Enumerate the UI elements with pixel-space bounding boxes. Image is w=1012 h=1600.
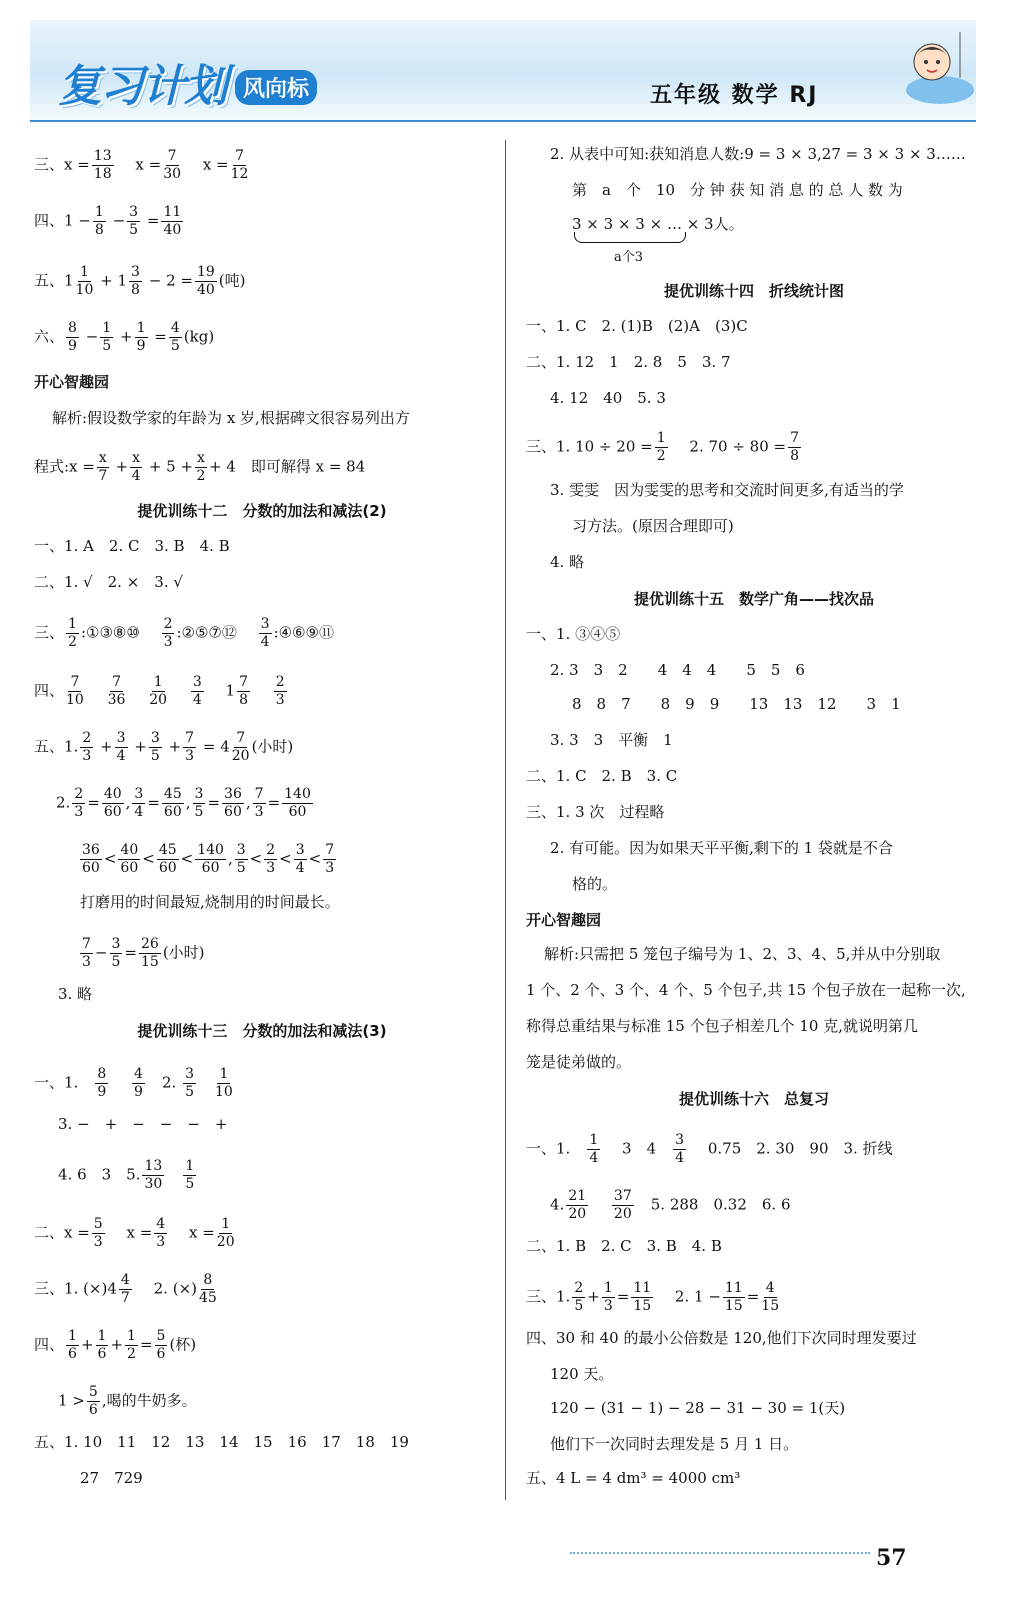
- answer-line: 四、 $\frac{1}{6}$ + $\frac{1}{6}$ + $\frac{1}{2}$ = $\frac{5}{6}$ (杯): [34, 1328, 197, 1362]
- section-heading: 提优训练十四 折线统计图: [663, 282, 844, 300]
- answer-line: 六、 $\frac{8}{9}$ − $\frac{1}{5}$ + $\frac{1}{9}$ = $\frac{4}{5}$ (kg): [34, 320, 215, 354]
- text-line: 3. 3 3 平衡 1: [550, 731, 673, 749]
- brace-label: a个3: [614, 250, 644, 265]
- section-heading: 提优训练十六 总复习: [678, 1090, 829, 1108]
- text-line: 4. 12 40 5. 3: [550, 389, 666, 407]
- answer-line: 4. 6 3 5. $\frac{13}{30}$ $\frac{1}{5}$: [58, 1158, 195, 1192]
- text-line: 4. 略: [550, 553, 585, 571]
- text-line: 二、1. B 2. C 3. B 4. B: [526, 1237, 722, 1255]
- answer-line: 四、 $\frac{7}{10}$ $\frac{7}{36}$ $\frac{1}{20}$ $\frac{3}{4}$ 1 $\frac{7}{8}$ $\frac{2}{3}$: [34, 674, 285, 708]
- answer-line: 一、1. $\frac{1}{4}$ 3 4 $\frac{3}{4}$ 0.75 2. 30 90 3. 折线: [526, 1132, 893, 1166]
- answer-line: 二、x = $\frac{5}{3}$ x = $\frac{4}{3}$ x = $\frac{1}{20}$: [34, 1216, 235, 1250]
- text-line: 一、1. C 2. (1)B (2)A (3)C: [526, 317, 748, 335]
- fun-section-title: 开心智趣园: [526, 911, 602, 929]
- text-line: 120 − (31 − 1) − 28 − 31 − 30 = 1(天): [550, 1399, 846, 1417]
- answer-line: 三、1. 10 ÷ 20 = $\frac{1}{2}$ 2. 70 ÷ 80 = $\frac{7}{8}$: [526, 430, 800, 464]
- text-line: 五、4 L = 4 dm³ = 4000 cm³: [526, 1469, 741, 1487]
- answer-line: 4. $\frac{21}{20}$ $\frac{37}{20}$ 5. 288 0.32 6. 6: [550, 1188, 791, 1222]
- text-line: 解析:假设数学家的年龄为 x 岁,根据碑文很容易列出方: [52, 409, 410, 427]
- answer-line: 三、x = $\frac{13}{18}$ x = $\frac{7}{30}$ x = $\frac{7}{12}$: [34, 148, 249, 182]
- text-line: 称得总重结果与标准 15 个包子相差几个 10 克,就说明第几: [526, 1017, 919, 1035]
- text-line: 二、1. √ 2. × 3. √: [34, 573, 183, 591]
- answer-line: $\frac{7}{3}$ − $\frac{3}{5}$ = $\frac{26}{15}$ (小时): [82, 936, 205, 970]
- grade-subject-label: 五年级 数学 RJ: [650, 83, 819, 108]
- fun-section-title: 开心智趣园: [34, 373, 110, 391]
- text-line: 笼是徒弟做的。: [526, 1053, 632, 1071]
- section-heading: 提优训练十五 数学广角——找次品: [633, 590, 874, 608]
- text-line: 120 天。: [550, 1365, 614, 1383]
- answer-line: 三、1. (×)4 $\frac{4}{7}$ 2. (×) $\frac{8}{45}$: [34, 1272, 217, 1306]
- answer-line: 五、1. $\frac{2}{3}$ + $\frac{3}{4}$ + $\frac{3}{5}$ + $\frac{7}{3}$ = 4 $\frac{7}{20}$ (小时): [34, 730, 294, 764]
- text-line: 2. 3 3 2 4 4 4 5 5 6: [550, 661, 805, 679]
- text-line: 27 729: [80, 1469, 143, 1487]
- page-number: 57: [876, 1545, 907, 1571]
- answer-line: 四、1 − $\frac{1}{8}$ − $\frac{3}{5}$ = $\frac{11}{40}$: [34, 204, 182, 238]
- book-logo: 复习计划: [58, 61, 226, 112]
- text-line: 他们下一次同时去理发是 5 月 1 日。: [550, 1435, 799, 1453]
- text-line: 二、1. 12 1 2. 8 5 3. 7: [526, 353, 731, 371]
- answer-line: $\frac{36}{60}$ < $\frac{40}{60}$ < $\frac{45}{60}$ < $\frac{140}{60}$ , $\frac{3}{5}$ < $\frac{2}{3}$ < $\frac{3}{4}$ < $\frac{7}{3}$: [82, 842, 335, 876]
- text-line: 习方法。(原因合理即可): [572, 517, 734, 535]
- text-line: 解析:只需把 5 笼包子编号为 1、2、3、4、5,并从中分别取: [544, 945, 941, 963]
- text-line: 8 8 7 8 9 9 13 13 12 3 1: [572, 695, 901, 713]
- answer-line: 程式:x = $\frac{x}{7}$ + $\frac{x}{4}$ + 5 + $\frac{x}{2}$ + 4 即可解得 x = 84: [34, 450, 366, 484]
- text-line: 3 × 3 × 3 × … × 3人。: [572, 215, 744, 233]
- answer-line: 五、1 $\frac{1}{10}$ + 1 $\frac{3}{8}$ − 2 = $\frac{19}{40}$ (吨): [34, 264, 246, 298]
- footer-dots: [570, 1552, 870, 1554]
- column-divider: [505, 140, 506, 1500]
- section-heading: 提优训练十二 分数的加法和减法(2): [137, 502, 387, 520]
- answer-line: 1 > $\frac{5}{6}$ ,喝的牛奶多。: [58, 1384, 197, 1418]
- text-line: 2. 从表中可知:获知消息人数:9 = 3 × 3,27 = 3 × 3 × 3……: [550, 145, 966, 163]
- text-line: 格的。: [572, 875, 618, 893]
- text-line: 2. 有可能。因为如果天平平衡,剩下的 1 袋就是不合: [550, 839, 893, 857]
- text-line: 3. 略: [58, 985, 93, 1003]
- brace-mark: [574, 232, 686, 243]
- text-line: 五、1. 10 11 12 13 14 15 16 17 18 19: [34, 1433, 409, 1451]
- text-line: 1 个、2 个、3 个、4 个、5 个包子,共 15 个包子放在一起称一次,: [526, 981, 966, 999]
- answer-line: 一、1. $\frac{8}{9}$ $\frac{4}{9}$ 2. $\frac{3}{5}$ $\frac{1}{10}$: [34, 1066, 233, 1100]
- answer-line: 2. $\frac{2}{3}$ = $\frac{40}{60}$ , $\frac{3}{4}$ = $\frac{45}{60}$ , $\frac{3}{5}$ = $\frac{36}{60}$ , $\frac{7}{3}$ = $\frac{140}{60}$: [56, 786, 311, 820]
- book-logo-sub: 风向标: [235, 70, 317, 105]
- mascot-icon: [890, 28, 976, 114]
- text-line: 第 a 个 10 分 钟 获 知 消 息 的 总 人 数 为: [572, 181, 903, 199]
- answer-line: 三、 $\frac{1}{2}$ :①③⑧⑩ $\frac{2}{3}$ :②⑤⑦⑫ $\frac{3}{4}$ :④⑥⑨⑪: [34, 616, 334, 650]
- text-line: 四、30 和 40 的最小公倍数是 120,他们下次同时理发要过: [526, 1329, 917, 1347]
- text-line: 3. − + − − − +: [58, 1115, 228, 1133]
- page-header: [30, 20, 976, 122]
- text-line: 二、1. C 2. B 3. C: [526, 767, 678, 785]
- section-heading: 提优训练十三 分数的加法和减法(3): [137, 1022, 387, 1040]
- text-line: 一、1. A 2. C 3. B 4. B: [34, 537, 230, 555]
- text-line: 一、1. ③④⑤: [526, 625, 621, 643]
- answer-line: 三、1. $\frac{2}{5}$ + $\frac{1}{3}$ = $\frac{11}{15}$ 2. 1 − $\frac{11}{15}$ = $\frac{4}{15}$: [526, 1280, 780, 1314]
- text-line: 打磨用的时间最短,烧制用的时间最长。: [80, 893, 340, 911]
- text-line: 3. 雯雯 因为雯雯的思考和交流时间更多,有适当的学: [550, 481, 904, 499]
- text-line: 三、1. 3 次 过程略: [526, 803, 665, 821]
